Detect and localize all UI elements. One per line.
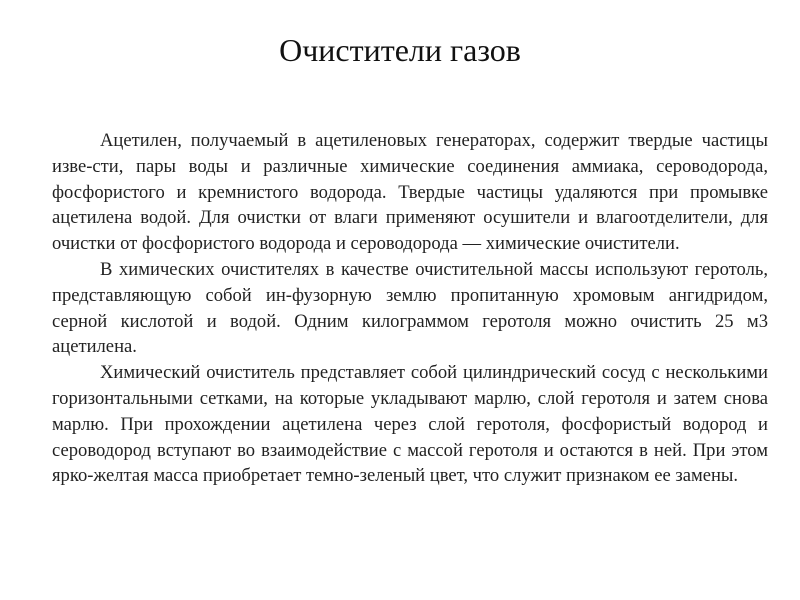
slide-body <box>52 128 768 489</box>
paragraph-3: Химический очиститель представляет собой цилиндрический сосуд с несколькими горизонтальными сетками, на которые укладывают марлю, слой геротоля и затем снова марлю. При прохождении ацетилена через слой геротоля, фосфористый водород и сероводород вступают во взаимодействие с массой геротоля и остаются в ней. При этом ярко-желтая масса приобретает темно-зеленый цвет, что служит признаком ее замены. <box>52 362 768 487</box>
paragraph-1: Ацетилен, получаемый в ацетиленовых генераторах, содержит твердые частицы изве-сти, пары воды и различные химические соединения аммиака, сероводорода, фосфористого и кремнистого водорода. Твердые частицы удаляются при промывке ацетилена водой. Для очистки от влаги применяют осушители и влагоотделители, для очистки от фосфористого водорода и сероводорода — химические очистители. <box>52 130 768 255</box>
slide-title: Очистители газов <box>279 32 521 68</box>
paragraph-2: В химических очистителях в качестве очистительной массы используют геротоль, представляющую собой ин-фузорную землю пропитанную хромовым ангидридом, серной кислотой и водой. Одним килограммом геротоля можно очистить 25 м3 ацетилена. <box>52 258 768 358</box>
